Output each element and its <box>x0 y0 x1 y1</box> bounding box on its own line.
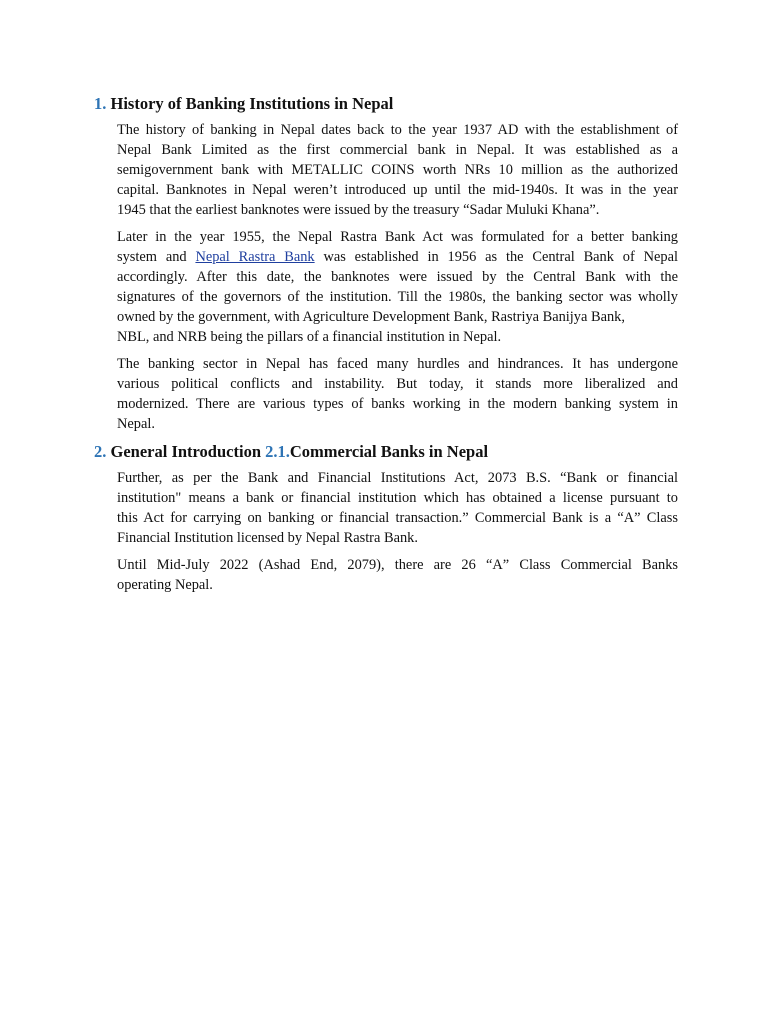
text-line: signatures of the governors of the institution. Till the 1980s, the banking sector was wholly <box>117 289 678 305</box>
section-1-title: History of Banking Institutions in Nepal <box>110 94 394 113</box>
text-line: Further, as per the Bank and Financial Institutions Act, 2073 B.S. “Bank or financial <box>117 470 678 486</box>
text-line: owned by the government, with Agriculture Development Bank, Rastriya Banijya Bank, <box>117 309 625 325</box>
text-line: NBL, and NRB being the pillars of a financial institution in Nepal. <box>117 329 502 345</box>
text-line: Nepal. <box>117 416 155 432</box>
nepal-rastra-bank-link[interactable]: Nepal Rastra Bank <box>195 249 315 265</box>
text-line: modernized. There are various types of banks working in the modern banking system in <box>117 396 678 412</box>
text-segment: system and <box>117 249 196 265</box>
text-line: institution" means a bank or financial institution which has obtained a license pursuant to <box>117 490 678 506</box>
document-content <box>94 93 678 602</box>
section-2-heading <box>94 441 678 463</box>
subsection-2-1-title: Commercial Banks in Nepal <box>289 442 489 461</box>
subsection-2-1-number: 2.1. <box>265 442 290 461</box>
text-line: operating Nepal. <box>117 577 213 593</box>
text-line-with-link <box>117 247 678 267</box>
text-line: The banking sector in Nepal has faced many hurdles and hindrances. It has undergone <box>117 356 678 372</box>
section-2-body <box>117 468 678 595</box>
text-line: 1945 that the earliest banknotes were issued by the treasury “Sadar Muluki Khana”. <box>117 202 600 218</box>
text-line: Later in the year 1955, the Nepal Rastra Bank Act was formulated for a better banking <box>117 229 678 245</box>
section-1-heading <box>94 93 678 115</box>
section-2-title: General Introduction <box>110 442 261 461</box>
text-line: Financial Institution licensed by Nepal Rastra Bank. <box>117 530 418 546</box>
text-line: semigovernment bank with METALLIC COINS worth NRs 10 million as the authorized <box>117 162 678 178</box>
text-line: this Act for carrying on banking or financial transaction.” Commercial Bank is a “A” Class <box>117 510 678 526</box>
text-line: Nepal Bank Limited as the first commercial bank in Nepal. It was established as a <box>117 142 678 158</box>
paragraph-nrb-act <box>117 227 678 347</box>
text-line: accordingly. After this date, the banknotes were issued by the Central Bank with the <box>117 269 678 285</box>
text-line: various political conflicts and instability. But today, it stands more liberalized and <box>117 376 678 392</box>
paragraph-bfi-act <box>117 468 678 548</box>
text-segment: was established in 1956 as the Central Bank of Nepal <box>314 249 678 265</box>
section-2-number: 2. <box>94 442 107 461</box>
section-1-number: 1. <box>94 94 107 113</box>
paragraph-bank-count <box>117 555 678 595</box>
text-line: capital. Banknotes in Nepal weren’t introduced up until the mid-1940s. It was in the year <box>117 182 678 198</box>
text-line: Until Mid-July 2022 (Ashad End, 2079), there are 26 “A” Class Commercial Banks <box>117 557 678 573</box>
text-line: The history of banking in Nepal dates back to the year 1937 AD with the establishment of <box>117 122 678 138</box>
paragraph-banking-today <box>117 354 678 434</box>
section-1-body <box>117 120 678 434</box>
paragraph-history-origin <box>117 120 678 220</box>
